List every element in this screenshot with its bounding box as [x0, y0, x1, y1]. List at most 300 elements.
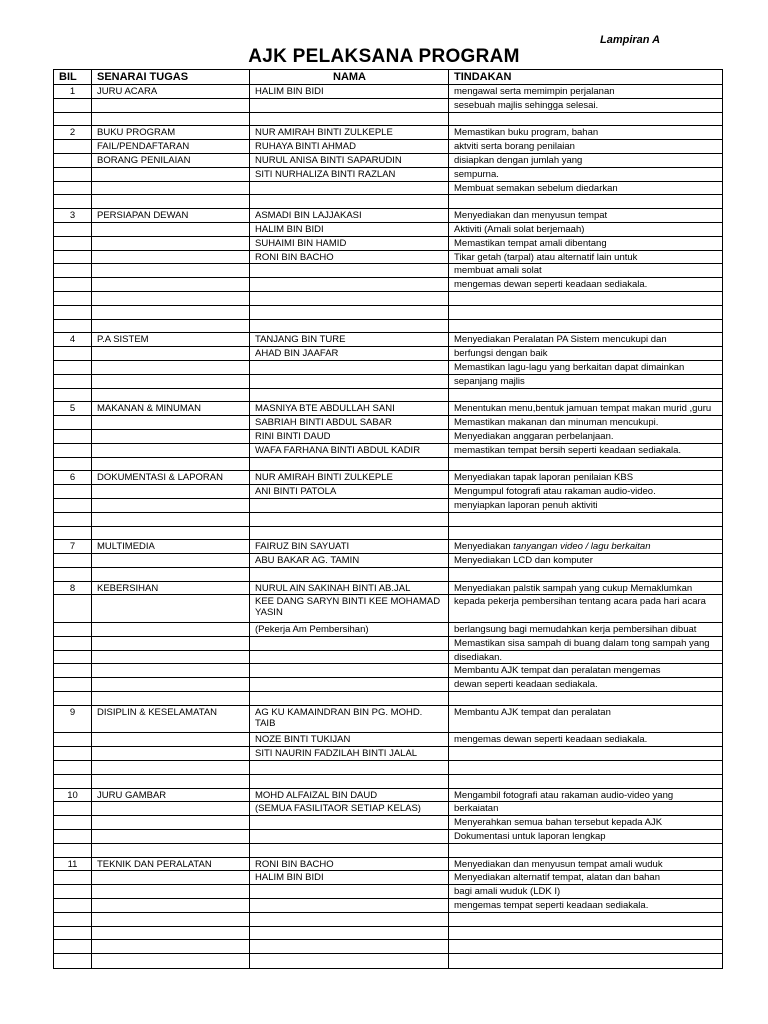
cell-senarai-tugas [92, 954, 250, 968]
cell-tindakan-emphasis: tanyangan video / lagu berkaitan [513, 541, 651, 553]
cell-senarai-tugas [92, 830, 250, 843]
cell-nama [250, 816, 449, 829]
cell-senarai-tugas [92, 885, 250, 898]
cell-tindakan [449, 195, 722, 208]
cell-bil: 1 [54, 85, 92, 98]
table-row [54, 761, 722, 775]
cell-nama: AG KU KAMAINDRAN BIN PG. MOHD. TAIB [250, 706, 449, 733]
table-row [54, 375, 722, 389]
cell-senarai-tugas [92, 913, 250, 926]
cell-senarai-tugas [92, 361, 250, 374]
cell-bil [54, 761, 92, 774]
table-row [54, 816, 722, 830]
cell-nama: HALIM BIN BIDI [250, 223, 449, 236]
cell-tindakan [449, 513, 722, 526]
cell-tindakan [449, 913, 722, 926]
cell-nama: AHAD BIN JAAFAR [250, 347, 449, 360]
table-row [54, 802, 722, 816]
table-row [54, 858, 722, 872]
cell-senarai-tugas [92, 927, 250, 940]
cell-senarai-tugas [92, 568, 250, 581]
cell-senarai-tugas [92, 692, 250, 705]
cell-bil [54, 361, 92, 374]
cell-bil [54, 940, 92, 953]
table-row [54, 844, 722, 858]
header-tindakan: TINDAKAN [454, 71, 512, 83]
cell-nama [250, 844, 449, 857]
cell-senarai-tugas [92, 802, 250, 815]
cell-senarai-tugas [92, 195, 250, 208]
cell-senarai-tugas [92, 99, 250, 112]
cell-bil [54, 195, 92, 208]
cell-tindakan: Menyediakan palstik sampah yang cukup Memaklumkan [454, 582, 693, 594]
cell-senarai-tugas [92, 871, 250, 884]
cell-tindakan: memastikan tempat bersih seperti keadaan sediakala. [454, 444, 682, 456]
cell-senarai-tugas: PERSIAPAN DEWAN [92, 209, 250, 222]
cell-senarai-tugas [92, 320, 250, 333]
table-row [54, 871, 722, 885]
cell-nama [250, 927, 449, 940]
cell-nama [250, 527, 449, 540]
cell-tindakan: mengemas dewan seperti keadaan sediakala. [454, 734, 648, 746]
cell-bil [54, 844, 92, 857]
table-row [54, 223, 722, 237]
cell-nama: (SEMUA FASILITAOR SETIAP KELAS) [250, 802, 449, 815]
cell-bil: 2 [54, 126, 92, 139]
cell-tindakan [449, 954, 722, 968]
header-senarai-tugas: SENARAI TUGAS [92, 70, 250, 84]
cell-nama [250, 264, 449, 277]
cell-nama [250, 389, 449, 402]
cell-tindakan [449, 761, 722, 774]
cell-tindakan [449, 775, 722, 788]
cell-nama: NURUL ANISA BINTI SAPARUDIN [250, 154, 449, 167]
cell-senarai-tugas [92, 499, 250, 512]
table-row [54, 678, 722, 692]
cell-bil [54, 375, 92, 388]
cell-nama [250, 292, 449, 305]
cell-nama: MASNIYA BTE ABDULLAH SANI [250, 402, 449, 415]
cell-tindakan: Menyediakan dan menyusun tempat [454, 210, 608, 222]
table-row [54, 899, 722, 913]
table-row [54, 554, 722, 568]
cell-bil [54, 595, 92, 622]
cell-senarai-tugas [92, 306, 250, 319]
header-nama: NAMA [250, 70, 449, 84]
header-bil: BIL [54, 70, 92, 84]
cell-tindakan [449, 527, 722, 540]
table-row [54, 954, 722, 968]
cell-bil [54, 444, 92, 457]
cell-senarai-tugas [92, 347, 250, 360]
cell-senarai-tugas [92, 223, 250, 236]
cell-bil [54, 527, 92, 540]
cell-tindakan [449, 113, 722, 126]
table-row [54, 361, 722, 375]
cell-bil: 4 [54, 333, 92, 346]
table-row [54, 182, 722, 196]
cell-nama [250, 458, 449, 471]
cell-bil [54, 802, 92, 815]
cell-tindakan [449, 458, 722, 471]
cell-bil: 6 [54, 471, 92, 484]
cell-nama [250, 182, 449, 195]
table-row [54, 595, 722, 623]
table-row [54, 940, 722, 954]
table-row [54, 168, 722, 182]
cell-senarai-tugas [92, 168, 250, 181]
cell-senarai-tugas: DOKUMENTASI & LAPORAN [92, 471, 250, 484]
cell-bil [54, 251, 92, 264]
cell-tindakan: mengemas tempat seperti keadaan sediakala. [454, 900, 649, 912]
cell-senarai-tugas [92, 444, 250, 457]
cell-senarai-tugas [92, 251, 250, 264]
cell-tindakan: sempurna. [454, 168, 499, 180]
table-row [54, 540, 722, 554]
page-title: AJK PELAKSANA PROGRAM [248, 46, 520, 67]
cell-senarai-tugas: BORANG PENILAIAN [92, 154, 250, 167]
cell-nama: ASMADI BIN LAJJAKASI [250, 209, 449, 222]
cell-senarai-tugas: MULTIMEDIA [92, 540, 250, 553]
table-row [54, 389, 722, 403]
cell-tindakan: Memastikan buku program, bahan [454, 127, 599, 139]
cell-tindakan [449, 306, 722, 319]
cell-tindakan-text: Menyediakan [454, 541, 514, 553]
cell-nama: MOHD ALFAIZAL BIN DAUD [250, 789, 449, 802]
cell-bil [54, 816, 92, 829]
table-row [54, 733, 722, 747]
table-row [54, 278, 722, 292]
cell-senarai-tugas [92, 458, 250, 471]
cell-tindakan: menyiapkan laporan penuh aktiviti [454, 499, 598, 511]
cell-senarai-tugas: TEKNIK DAN PERALATAN [92, 858, 250, 871]
cell-bil [54, 554, 92, 567]
cell-senarai-tugas [92, 237, 250, 250]
cell-tindakan [449, 320, 722, 333]
table-body [54, 85, 722, 968]
table-row [54, 333, 722, 347]
cell-nama: ANI BINTI PATOLA [250, 485, 449, 498]
cell-tindakan: Menyediakan alternatif tempat, alatan dan bahan [454, 872, 660, 884]
cell-nama: NUR AMIRAH BINTI ZULKEPLE [250, 471, 449, 484]
cell-bil [54, 458, 92, 471]
cell-bil [54, 678, 92, 691]
table-row [54, 251, 722, 265]
cell-senarai-tugas [92, 899, 250, 912]
cell-senarai-tugas [92, 292, 250, 305]
cell-senarai-tugas [92, 527, 250, 540]
cell-tindakan: Mengambil fotografi atau rakaman audio-video yang [454, 789, 674, 801]
cell-tindakan: Menentukan menu,bentuk jamuan tempat makan murid ,guru [454, 403, 712, 415]
cell-tindakan [449, 844, 722, 857]
cell-senarai-tugas [92, 595, 250, 622]
cell-bil [54, 651, 92, 664]
cell-nama: SUHAIMI BIN HAMID [250, 237, 449, 250]
cell-senarai-tugas: P.A SISTEM [92, 333, 250, 346]
cell-bil [54, 513, 92, 526]
cell-bil [54, 885, 92, 898]
cell-bil [54, 747, 92, 760]
cell-senarai-tugas: JURU ACARA [92, 85, 250, 98]
cell-tindakan: Memastikan sisa sampah di buang dalam tong sampah yang [454, 637, 710, 649]
cell-bil [54, 389, 92, 402]
cell-bil [54, 416, 92, 429]
table-row [54, 913, 722, 927]
cell-tindakan: Aktiviti (Amali solat berjemaah) [454, 223, 585, 235]
cell-bil: 3 [54, 209, 92, 222]
cell-bil [54, 775, 92, 788]
table-row [54, 444, 722, 458]
cell-nama [250, 651, 449, 664]
cell-nama: (Pekerja Am Pembersihan) [250, 623, 449, 636]
cell-nama: RUHAYA BINTI AHMAD [250, 140, 449, 153]
cell-nama: HALIM BIN BIDI [250, 871, 449, 884]
cell-tindakan: Dokumentasi untuk laporan lengkap [454, 831, 606, 843]
cell-senarai-tugas: DISIPLIN & KESELAMATAN [92, 706, 250, 733]
cell-bil [54, 182, 92, 195]
cell-nama: HALIM BIN BIDI [250, 85, 449, 98]
cell-bil [54, 913, 92, 926]
cell-senarai-tugas [92, 651, 250, 664]
table-row [54, 416, 722, 430]
cell-bil [54, 292, 92, 305]
table-row [54, 527, 722, 541]
table-row [54, 430, 722, 444]
cell-nama [250, 637, 449, 650]
cell-nama [250, 775, 449, 788]
cell-senarai-tugas [92, 182, 250, 195]
cell-bil [54, 499, 92, 512]
cell-nama [250, 513, 449, 526]
cell-bil [54, 99, 92, 112]
cell-bil [54, 485, 92, 498]
cell-senarai-tugas [92, 554, 250, 567]
cell-bil [54, 899, 92, 912]
cell-tindakan: Menyediakan tapak laporan penilaian KBS [454, 472, 634, 484]
cell-bil [54, 264, 92, 277]
table-row [54, 320, 722, 334]
cell-bil: 9 [54, 706, 92, 733]
cell-bil [54, 954, 92, 968]
table-row [54, 402, 722, 416]
cell-tindakan: dewan seperti keadaan sediakala. [454, 679, 598, 691]
cell-senarai-tugas [92, 761, 250, 774]
cell-tindakan: Membuat semakan sebelum diedarkan [454, 182, 618, 194]
table-row [54, 747, 722, 761]
table-row [54, 499, 722, 513]
cell-senarai-tugas [92, 637, 250, 650]
cell-tindakan: Menyediakan Peralatan PA Sistem mencukupi dan [454, 334, 667, 346]
cell-tindakan: Menyediakan LCD dan komputer [454, 555, 593, 567]
table-row [54, 113, 722, 127]
table-row [54, 885, 722, 899]
cell-tindakan [449, 568, 722, 581]
cell-bil: 5 [54, 402, 92, 415]
cell-bil [54, 664, 92, 677]
cell-nama [250, 113, 449, 126]
cell-tindakan: Membantu AJK tempat dan peralatan [454, 706, 611, 718]
cell-nama: FAIRUZ BIN SAYUATI [250, 540, 449, 553]
cell-tindakan: berlangsung bagi memudahkan kerja pembersihan dibuat [454, 624, 697, 636]
cell-senarai-tugas: JURU GAMBAR [92, 789, 250, 802]
cell-bil [54, 568, 92, 581]
cell-tindakan [449, 747, 722, 760]
cell-nama: NUR AMIRAH BINTI ZULKEPLE [250, 126, 449, 139]
cell-nama [250, 954, 449, 968]
table-row [54, 706, 722, 734]
cell-nama [250, 375, 449, 388]
table-row [54, 471, 722, 485]
cell-tindakan: Tikar getah (tarpal) atau alternatif lain untuk [454, 251, 638, 263]
cell-tindakan [449, 389, 722, 402]
cell-senarai-tugas [92, 513, 250, 526]
cell-tindakan: disiapkan dengan jumlah yang [454, 154, 583, 166]
cell-nama [250, 830, 449, 843]
cell-nama: SITI NAURIN FADZILAH BINTI JALAL [250, 747, 449, 760]
cell-tindakan [449, 292, 722, 305]
cell-senarai-tugas [92, 678, 250, 691]
cell-nama [250, 195, 449, 208]
cell-nama [250, 278, 449, 291]
cell-bil [54, 623, 92, 636]
cell-bil [54, 830, 92, 843]
table-row [54, 347, 722, 361]
cell-nama: NOZE BINTI TUKIJAN [250, 733, 449, 746]
table-row [54, 789, 722, 803]
cell-tindakan: mengemas dewan seperti keadaan sediakala. [454, 279, 648, 291]
cell-tindakan: Memastikan makanan dan minuman mencukupi. [454, 417, 659, 429]
cell-nama [250, 899, 449, 912]
cell-nama: RINI BINTI DAUD [250, 430, 449, 443]
cell-nama: SABRIAH BINTI ABDUL SABAR [250, 416, 449, 429]
cell-nama: RONI BIN BACHO [250, 251, 449, 264]
cell-senarai-tugas: FAIL/PENDAFTARAN [92, 140, 250, 153]
table-row [54, 209, 722, 223]
table-row [54, 692, 722, 706]
cell-tindakan: bagi amali wuduk (LDK I) [454, 886, 561, 898]
cell-bil: 10 [54, 789, 92, 802]
cell-senarai-tugas [92, 264, 250, 277]
cell-bil [54, 927, 92, 940]
cell-senarai-tugas [92, 113, 250, 126]
cell-tindakan: aktviti serta borang penilaian [454, 141, 575, 153]
table-row [54, 264, 722, 278]
cell-tindakan [449, 940, 722, 953]
cell-tindakan: Membantu AJK tempat dan peralatan mengemas [454, 665, 661, 677]
cell-senarai-tugas [92, 485, 250, 498]
cell-senarai-tugas [92, 775, 250, 788]
cell-tindakan: disediakan. [454, 651, 503, 663]
cell-nama [250, 99, 449, 112]
table-row [54, 637, 722, 651]
table-row [54, 99, 722, 113]
cell-bil [54, 692, 92, 705]
annex-label: Lampiran A [600, 34, 661, 46]
cell-bil [54, 871, 92, 884]
cell-tindakan: membuat amali solat [454, 265, 542, 277]
cell-tindakan: Mengumpul fotografi atau rakaman audio-video. [454, 486, 656, 498]
cell-bil [54, 347, 92, 360]
cell-senarai-tugas: MAKANAN & MINUMAN [92, 402, 250, 415]
cell-nama: WAFA FARHANA BINTI ABDUL KADIR [250, 444, 449, 457]
cell-nama [250, 499, 449, 512]
cell-tindakan: kepada pekerja pembersihan tentang acara pada hari acara [454, 596, 706, 608]
cell-bil [54, 637, 92, 650]
cell-senarai-tugas [92, 278, 250, 291]
committee-table [53, 69, 723, 969]
cell-tindakan: Menyediakan anggaran perbelanjaan. [454, 430, 614, 442]
cell-nama [250, 885, 449, 898]
cell-bil [54, 237, 92, 250]
cell-bil [54, 140, 92, 153]
cell-nama [250, 761, 449, 774]
table-row [54, 126, 722, 140]
cell-tindakan: Menyediakan dan menyusun tempat amali wuduk [454, 858, 663, 870]
cell-nama [250, 306, 449, 319]
cell-bil [54, 168, 92, 181]
table-row [54, 651, 722, 665]
table-header-row [54, 70, 722, 85]
cell-senarai-tugas [92, 664, 250, 677]
cell-tindakan: Memastikan tempat amali dibentang [454, 237, 607, 249]
table-row [54, 85, 722, 99]
cell-senarai-tugas [92, 733, 250, 746]
cell-bil [54, 278, 92, 291]
cell-senarai-tugas: BUKU PROGRAM [92, 126, 250, 139]
cell-bil [54, 223, 92, 236]
cell-bil [54, 306, 92, 319]
cell-senarai-tugas [92, 940, 250, 953]
table-row [54, 775, 722, 789]
table-row [54, 513, 722, 527]
cell-tindakan [449, 927, 722, 940]
cell-senarai-tugas [92, 623, 250, 636]
table-row [54, 623, 722, 637]
table-row [54, 154, 722, 168]
cell-tindakan: sepanjang majlis [454, 375, 525, 387]
cell-nama [250, 664, 449, 677]
cell-senarai-tugas [92, 430, 250, 443]
cell-nama: TANJANG BIN TURE [250, 333, 449, 346]
cell-nama [250, 678, 449, 691]
table-row [54, 195, 722, 209]
cell-bil [54, 430, 92, 443]
cell-tindakan [449, 540, 722, 553]
cell-bil [54, 154, 92, 167]
table-row [54, 485, 722, 499]
cell-nama: NURUL AIN SAKINAH BINTI AB.JAL [250, 582, 449, 595]
cell-senarai-tugas [92, 816, 250, 829]
table-row [54, 237, 722, 251]
cell-nama: SITI NURHALIZA BINTI RAZLAN [250, 168, 449, 181]
table-row [54, 927, 722, 941]
cell-nama [250, 568, 449, 581]
cell-nama [250, 913, 449, 926]
cell-nama: ABU BAKAR AG. TAMIN [250, 554, 449, 567]
cell-bil: 8 [54, 582, 92, 595]
table-row [54, 582, 722, 596]
cell-tindakan: Menyerahkan semua bahan tersebut kepada AJK [454, 817, 663, 829]
cell-senarai-tugas [92, 416, 250, 429]
cell-nama [250, 940, 449, 953]
cell-nama [250, 361, 449, 374]
cell-senarai-tugas: KEBERSIHAN [92, 582, 250, 595]
table-row [54, 140, 722, 154]
cell-tindakan: mengawal serta memimpin perjalanan [454, 86, 615, 97]
cell-nama [250, 692, 449, 705]
cell-senarai-tugas [92, 747, 250, 760]
cell-bil [54, 733, 92, 746]
